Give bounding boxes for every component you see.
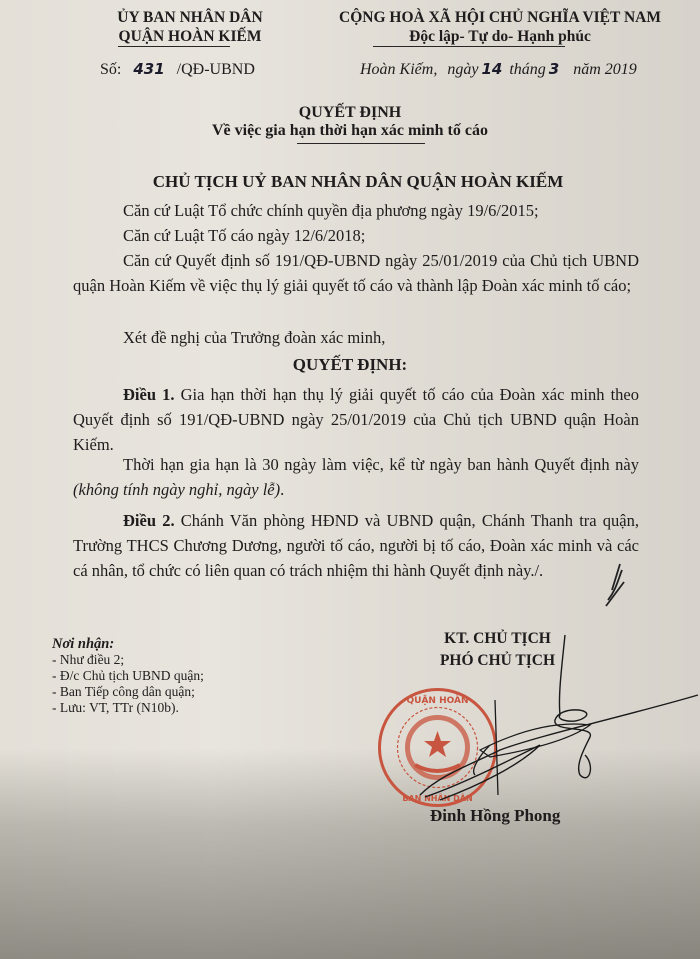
nation-header <box>300 8 700 46</box>
agency-underline <box>118 46 230 47</box>
article-1-text: Gia hạn thời hạn thụ lý giải quyết tố cáo của Đoàn xác minh theo Quyết định số 191/QĐ-UBND ngày 25/01/2019 của Chủ tịch UBND quận Hoàn Kiếm. <box>73 385 640 454</box>
article-1-label: Điều 1. <box>123 385 175 404</box>
svg-text:QUẬN HOÀN: QUẬN HOÀN <box>406 696 469 706</box>
extension-text: Thời hạn gia hạn là 30 ngày làm việc, kể từ ngày ban hành Quyết định này <box>123 455 639 474</box>
recipient-item: - Đ/c Chủ tịch UBND quận; <box>52 668 204 683</box>
document-title: QUYẾT ĐỊNH <box>298 104 402 121</box>
recipients-heading: Nơi nhận: <box>52 636 115 652</box>
nation-line-1: CỘNG HOÀ XÃ HỘI CHỦ NGHĨA VIỆT NAM <box>339 9 661 26</box>
date-place: Hoàn Kiếm, <box>360 61 438 78</box>
sign-line-1: KT. CHỦ TỊCH <box>444 630 551 647</box>
preamble-1: Căn cứ Luật Tổ chức chính quyền địa phương ngày 19/6/2015; <box>123 201 539 220</box>
preamble-2: Căn cứ Luật Tố cáo ngày 12/6/2018; <box>123 226 366 245</box>
preamble-4: Xét đề nghị của Trưởng đoàn xác minh, <box>123 328 386 347</box>
handwritten-month: 3 <box>548 60 560 78</box>
agency-line-2: QUẬN HOÀN KIẾM <box>118 28 262 45</box>
article-2-label: Điều 2. <box>123 511 175 530</box>
nation-line-2: Độc lập- Tự do- Hạnh phúc <box>409 28 591 45</box>
article-1 <box>73 382 639 457</box>
recipient-item: - Lưu: VT, TTr (N10b). <box>52 700 179 715</box>
extension-note: (không tính ngày nghỉ, ngày lễ) <box>73 480 281 499</box>
recipients-list <box>52 636 204 716</box>
handwritten-day: 14 <box>481 60 503 78</box>
decision-heading: QUYẾT ĐỊNH: <box>292 355 408 374</box>
handwritten-signature <box>380 625 700 815</box>
issue-date <box>360 60 637 79</box>
recipient-item: - Ban Tiếp công dân quận; <box>52 684 195 699</box>
number-prefix: Số: <box>100 61 122 78</box>
recipient-item: - Như điều 2; <box>52 652 125 667</box>
article-1-extension <box>73 452 639 502</box>
agency-header <box>95 8 285 46</box>
sign-line-2: PHÓ CHỦ TỊCH <box>439 652 556 669</box>
motto-underline <box>373 46 565 47</box>
article-2-text: Chánh Văn phòng HĐND và UBND quận, Chánh Thanh tra quận, Trường THCS Chương Dương, người tố cáo, người bị tố cáo, Đoàn xác minh và các cá nhân, tổ chức có liên quan có trách nhiệm thi hành Quyết định này./. <box>73 511 639 580</box>
issuer-heading: CHỦ TỊCH UỶ BAN NHÂN DÂN QUẬN HOÀN KIẾM <box>152 172 564 191</box>
handwritten-number: 431 <box>133 60 165 78</box>
article-2 <box>73 508 639 583</box>
handwritten-initials <box>598 560 628 610</box>
number-suffix: /QĐ-UBND <box>176 61 255 78</box>
preamble-3: Căn cứ Quyết định số 191/QĐ-UBND ngày 25/01/2019 của Chủ tịch UBND quận Hoàn Kiếm về việc thụ lý giải quyết tố cáo và thành lập Đoàn xác minh tố cáo; <box>73 251 639 295</box>
document-number <box>100 60 255 79</box>
subtitle-underline <box>297 143 425 144</box>
date-month-label: tháng <box>509 61 546 78</box>
agency-line-1: ỦY BAN NHÂN DÂN <box>117 9 263 26</box>
date-day-label: ngày <box>447 61 479 78</box>
svg-text:BAN NHÂN DÂN: BAN NHÂN DÂN <box>402 794 473 803</box>
date-year: năm 2019 <box>573 61 637 78</box>
signer-name: Đinh Hồng Phong <box>430 806 561 825</box>
document-subtitle: Về việc gia hạn thời hạn xác minh tố cáo <box>212 122 488 139</box>
extension-end: . <box>280 480 285 499</box>
